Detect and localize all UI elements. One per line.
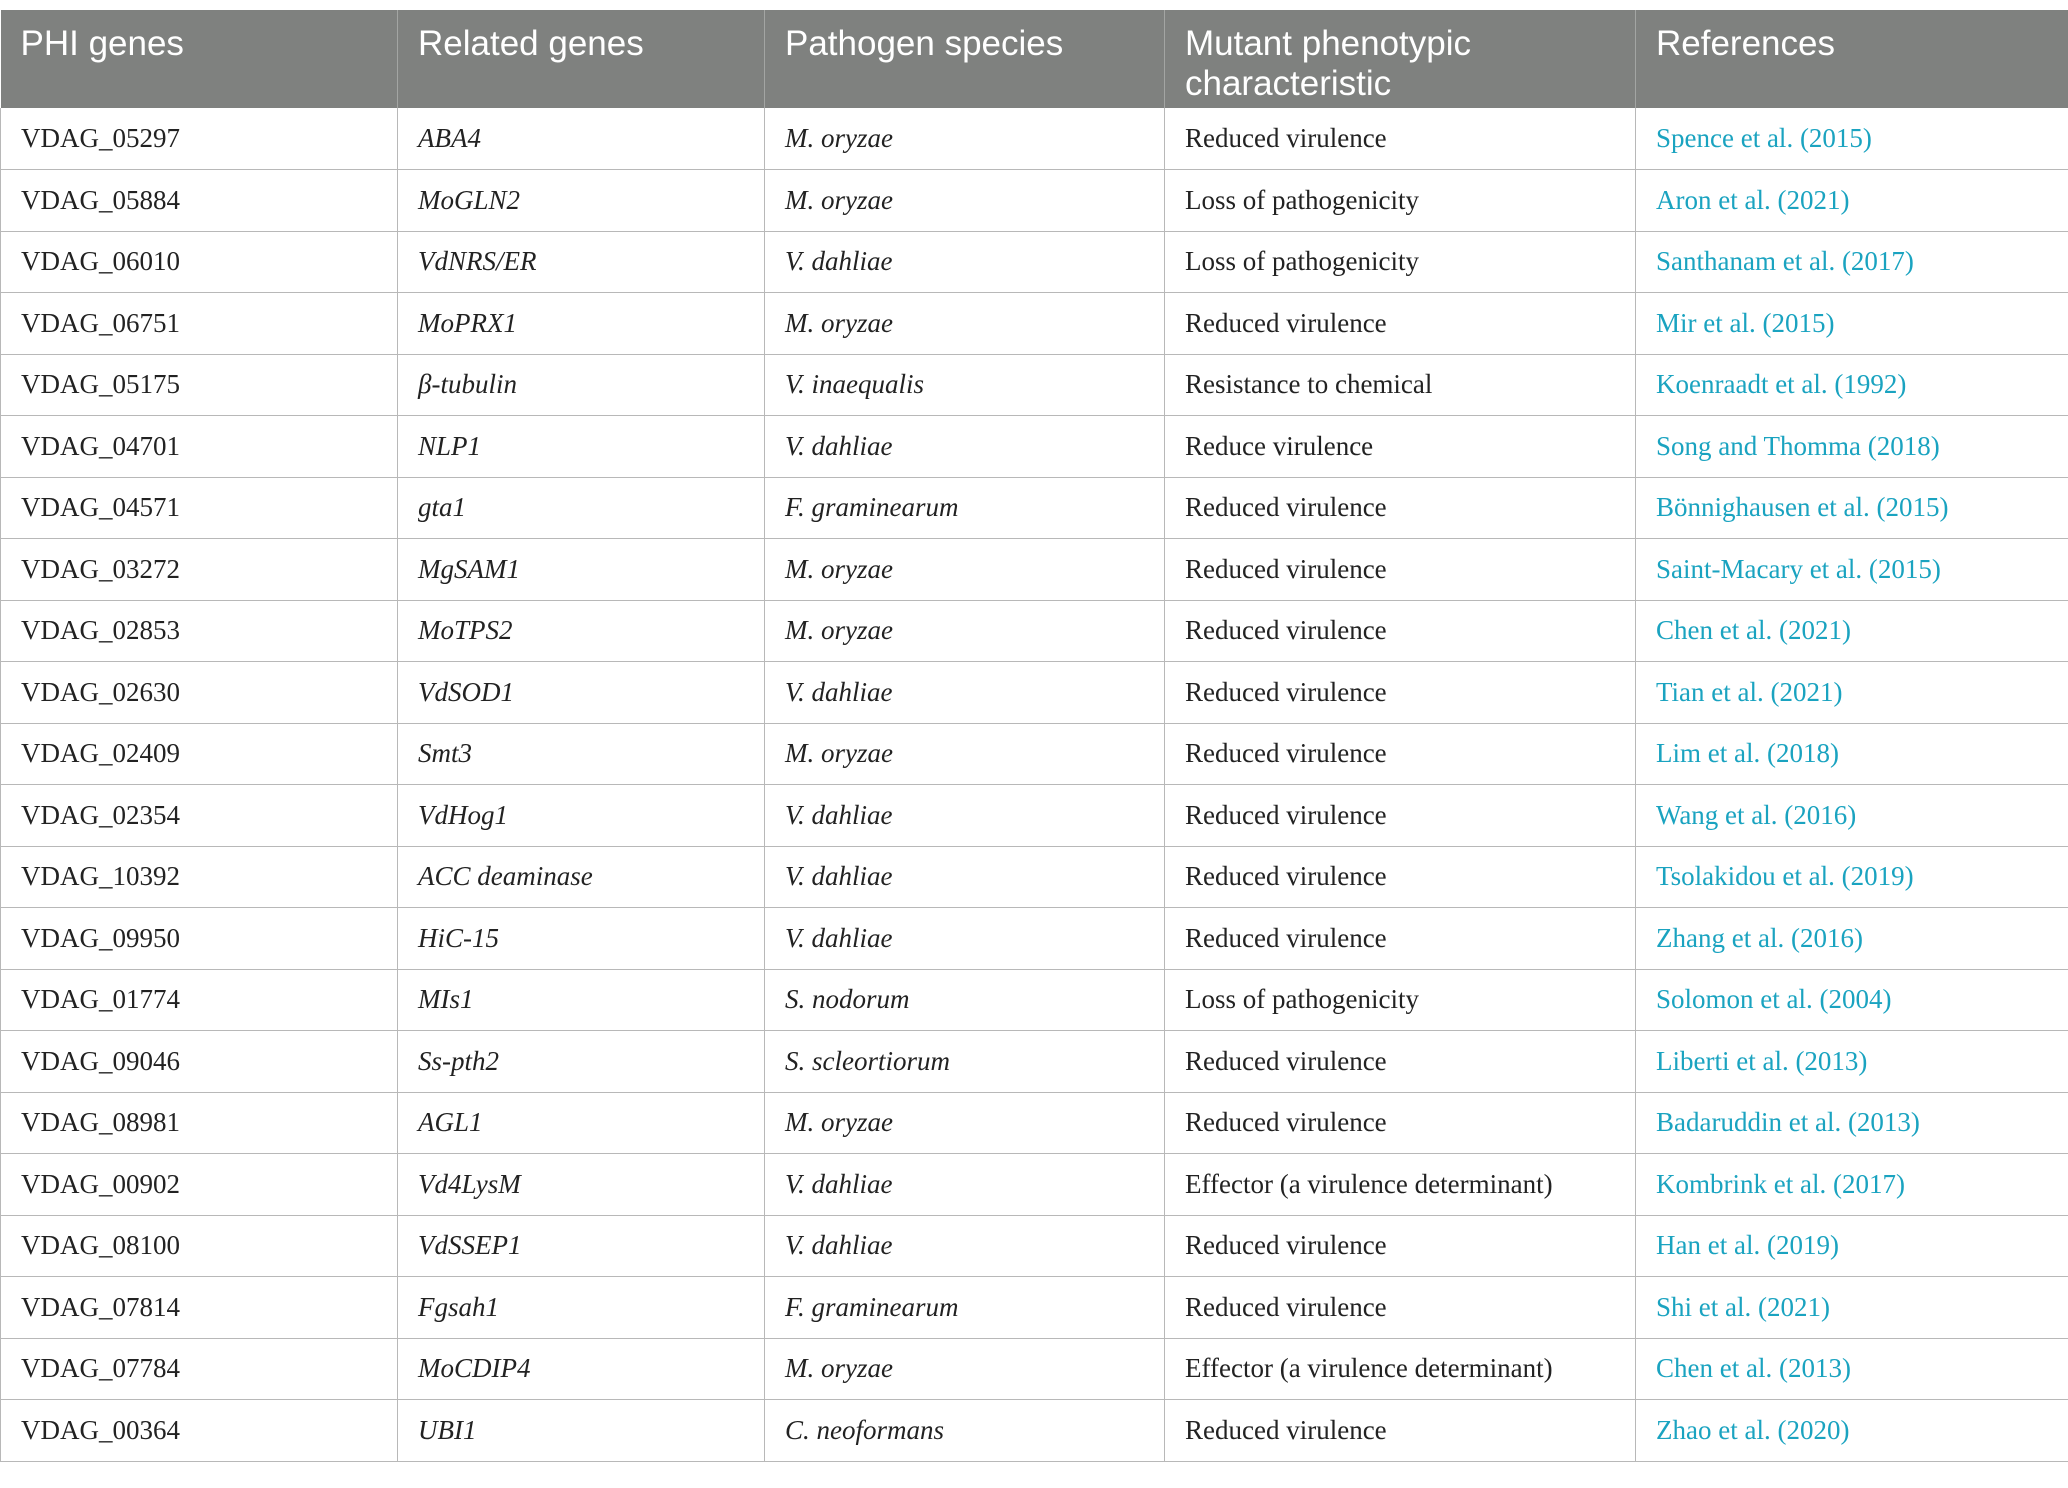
pathogen-species-cell: V. dahliae	[765, 231, 1165, 293]
reference-link[interactable]: Chen et al. (2013)	[1636, 1338, 2068, 1400]
phenotype-cell: Reduced virulence	[1165, 108, 1636, 170]
phenotype-cell: Reduced virulence	[1165, 785, 1636, 847]
pathogen-species-cell: V. dahliae	[765, 1215, 1165, 1277]
related-gene-cell: gta1	[398, 477, 765, 539]
table-row	[1, 1277, 2068, 1339]
pathogen-species-cell: M. oryzae	[765, 293, 1165, 355]
phi-gene-cell: VDAG_08981	[1, 1092, 398, 1154]
pathogen-species-cell: S. nodorum	[765, 969, 1165, 1031]
related-gene-cell: UBI1	[398, 1400, 765, 1462]
phenotype-cell: Effector (a virulence determinant)	[1165, 1338, 1636, 1400]
phenotype-cell: Reduced virulence	[1165, 1400, 1636, 1462]
related-gene-cell: MoPRX1	[398, 293, 765, 355]
pathogen-species-cell: F. graminearum	[765, 477, 1165, 539]
phenotype-cell: Reduced virulence	[1165, 1215, 1636, 1277]
table-row	[1, 1338, 2068, 1400]
table-row	[1, 785, 2068, 847]
reference-link[interactable]: Zhang et al. (2016)	[1636, 908, 2068, 970]
pathogen-species-cell: V. dahliae	[765, 662, 1165, 724]
related-gene-cell: Vd4LysM	[398, 1154, 765, 1216]
pathogen-species-cell: M. oryzae	[765, 1092, 1165, 1154]
reference-link[interactable]: Tian et al. (2021)	[1636, 662, 2068, 724]
header-phi-genes: PHI genes	[1, 10, 398, 108]
pathogen-species-cell: C. neoformans	[765, 1400, 1165, 1462]
phenotype-cell: Reduce virulence	[1165, 416, 1636, 478]
related-gene-cell: Ss-pth2	[398, 1031, 765, 1093]
header-references: References	[1636, 10, 2068, 108]
reference-link[interactable]: Liberti et al. (2013)	[1636, 1031, 2068, 1093]
table-row	[1, 170, 2068, 232]
related-gene-cell: Fgsah1	[398, 1277, 765, 1339]
phi-gene-cell: VDAG_05297	[1, 108, 398, 170]
reference-link[interactable]: Zhao et al. (2020)	[1636, 1400, 2068, 1462]
reference-link[interactable]: Bönnighausen et al. (2015)	[1636, 477, 2068, 539]
phenotype-cell: Reduced virulence	[1165, 1277, 1636, 1339]
phi-gene-cell: VDAG_00902	[1, 1154, 398, 1216]
phenotype-cell: Effector (a virulence determinant)	[1165, 1154, 1636, 1216]
table-row	[1, 1400, 2068, 1462]
phi-gene-cell: VDAG_02853	[1, 600, 398, 662]
reference-link[interactable]: Shi et al. (2021)	[1636, 1277, 2068, 1339]
reference-link[interactable]: Spence et al. (2015)	[1636, 108, 2068, 170]
table-row	[1, 846, 2068, 908]
reference-link[interactable]: Solomon et al. (2004)	[1636, 969, 2068, 1031]
table-row	[1, 723, 2068, 785]
pathogen-species-cell: V. dahliae	[765, 846, 1165, 908]
related-gene-cell: MoTPS2	[398, 600, 765, 662]
table-row	[1, 354, 2068, 416]
phenotype-cell: Reduced virulence	[1165, 1031, 1636, 1093]
phi-gene-cell: VDAG_00364	[1, 1400, 398, 1462]
related-gene-cell: ABA4	[398, 108, 765, 170]
related-gene-cell: NLP1	[398, 416, 765, 478]
pathogen-species-cell: V. dahliae	[765, 416, 1165, 478]
related-gene-cell: β-tubulin	[398, 354, 765, 416]
phi-gene-cell: VDAG_07814	[1, 1277, 398, 1339]
phenotype-cell: Loss of pathogenicity	[1165, 969, 1636, 1031]
table-row	[1, 231, 2068, 293]
phi-gene-cell: VDAG_04571	[1, 477, 398, 539]
reference-link[interactable]: Wang et al. (2016)	[1636, 785, 2068, 847]
phi-gene-cell: VDAG_05884	[1, 170, 398, 232]
phi-gene-cell: VDAG_08100	[1, 1215, 398, 1277]
pathogen-species-cell: V. dahliae	[765, 908, 1165, 970]
related-gene-cell: MgSAM1	[398, 539, 765, 601]
table-row	[1, 293, 2068, 355]
phenotype-cell: Reduced virulence	[1165, 477, 1636, 539]
header-mutant-phenotypic-characteristic: Mutant phenotypic characteristic	[1165, 10, 1636, 108]
reference-link[interactable]: Lim et al. (2018)	[1636, 723, 2068, 785]
phi-genes-table-container	[0, 10, 2068, 1462]
related-gene-cell: VdHog1	[398, 785, 765, 847]
related-gene-cell: VdNRS/ER	[398, 231, 765, 293]
phenotype-cell: Reduced virulence	[1165, 600, 1636, 662]
table-body	[1, 108, 2068, 1461]
phi-gene-cell: VDAG_05175	[1, 354, 398, 416]
reference-link[interactable]: Kombrink et al. (2017)	[1636, 1154, 2068, 1216]
related-gene-cell: HiC-15	[398, 908, 765, 970]
reference-link[interactable]: Saint-Macary et al. (2015)	[1636, 539, 2068, 601]
reference-link[interactable]: Mir et al. (2015)	[1636, 293, 2068, 355]
table-row	[1, 600, 2068, 662]
header-pathogen-species: Pathogen species	[765, 10, 1165, 108]
related-gene-cell: AGL1	[398, 1092, 765, 1154]
related-gene-cell: VdSSEP1	[398, 1215, 765, 1277]
pathogen-species-cell: M. oryzae	[765, 170, 1165, 232]
table-row	[1, 662, 2068, 724]
phi-genes-table	[0, 10, 2068, 1462]
reference-link[interactable]: Chen et al. (2021)	[1636, 600, 2068, 662]
related-gene-cell: MIs1	[398, 969, 765, 1031]
related-gene-cell: MoCDIP4	[398, 1338, 765, 1400]
reference-link[interactable]: Aron et al. (2021)	[1636, 170, 2068, 232]
table-row	[1, 908, 2068, 970]
header-related-genes: Related genes	[398, 10, 765, 108]
phi-gene-cell: VDAG_04701	[1, 416, 398, 478]
pathogen-species-cell: V. inaequalis	[765, 354, 1165, 416]
phi-gene-cell: VDAG_06010	[1, 231, 398, 293]
reference-link[interactable]: Badaruddin et al. (2013)	[1636, 1092, 2068, 1154]
phenotype-cell: Reduced virulence	[1165, 539, 1636, 601]
phi-gene-cell: VDAG_10392	[1, 846, 398, 908]
pathogen-species-cell: V. dahliae	[765, 1154, 1165, 1216]
reference-link[interactable]: Song and Thomma (2018)	[1636, 416, 2068, 478]
phi-gene-cell: VDAG_02354	[1, 785, 398, 847]
phi-gene-cell: VDAG_02630	[1, 662, 398, 724]
phi-gene-cell: VDAG_03272	[1, 539, 398, 601]
related-gene-cell: Smt3	[398, 723, 765, 785]
phenotype-cell: Reduced virulence	[1165, 846, 1636, 908]
phenotype-cell: Reduced virulence	[1165, 662, 1636, 724]
phenotype-cell: Reduced virulence	[1165, 293, 1636, 355]
related-gene-cell: ACC deaminase	[398, 846, 765, 908]
pathogen-species-cell: V. dahliae	[765, 785, 1165, 847]
table-row	[1, 1215, 2068, 1277]
phenotype-cell: Loss of pathogenicity	[1165, 170, 1636, 232]
table-header	[1, 10, 2068, 108]
pathogen-species-cell: M. oryzae	[765, 108, 1165, 170]
reference-link[interactable]: Santhanam et al. (2017)	[1636, 231, 2068, 293]
phi-gene-cell: VDAG_02409	[1, 723, 398, 785]
phi-gene-cell: VDAG_09950	[1, 908, 398, 970]
table-row	[1, 1092, 2068, 1154]
reference-link[interactable]: Tsolakidou et al. (2019)	[1636, 846, 2068, 908]
phenotype-cell: Reduced virulence	[1165, 1092, 1636, 1154]
phenotype-cell: Reduced virulence	[1165, 908, 1636, 970]
related-gene-cell: VdSOD1	[398, 662, 765, 724]
related-gene-cell: MoGLN2	[398, 170, 765, 232]
phi-gene-cell: VDAG_01774	[1, 969, 398, 1031]
reference-link[interactable]: Koenraadt et al. (1992)	[1636, 354, 2068, 416]
table-row	[1, 539, 2068, 601]
table-row	[1, 416, 2068, 478]
header-row	[1, 10, 2068, 108]
pathogen-species-cell: M. oryzae	[765, 723, 1165, 785]
phi-gene-cell: VDAG_09046	[1, 1031, 398, 1093]
pathogen-species-cell: M. oryzae	[765, 539, 1165, 601]
phi-gene-cell: VDAG_06751	[1, 293, 398, 355]
phi-gene-cell: VDAG_07784	[1, 1338, 398, 1400]
reference-link[interactable]: Han et al. (2019)	[1636, 1215, 2068, 1277]
table-row	[1, 1031, 2068, 1093]
table-row	[1, 477, 2068, 539]
pathogen-species-cell: M. oryzae	[765, 1338, 1165, 1400]
table-row	[1, 969, 2068, 1031]
table-row	[1, 108, 2068, 170]
table-row	[1, 1154, 2068, 1216]
pathogen-species-cell: S. scleortiorum	[765, 1031, 1165, 1093]
pathogen-species-cell: F. graminearum	[765, 1277, 1165, 1339]
phenotype-cell: Loss of pathogenicity	[1165, 231, 1636, 293]
pathogen-species-cell: M. oryzae	[765, 600, 1165, 662]
phenotype-cell: Resistance to chemical	[1165, 354, 1636, 416]
phenotype-cell: Reduced virulence	[1165, 723, 1636, 785]
